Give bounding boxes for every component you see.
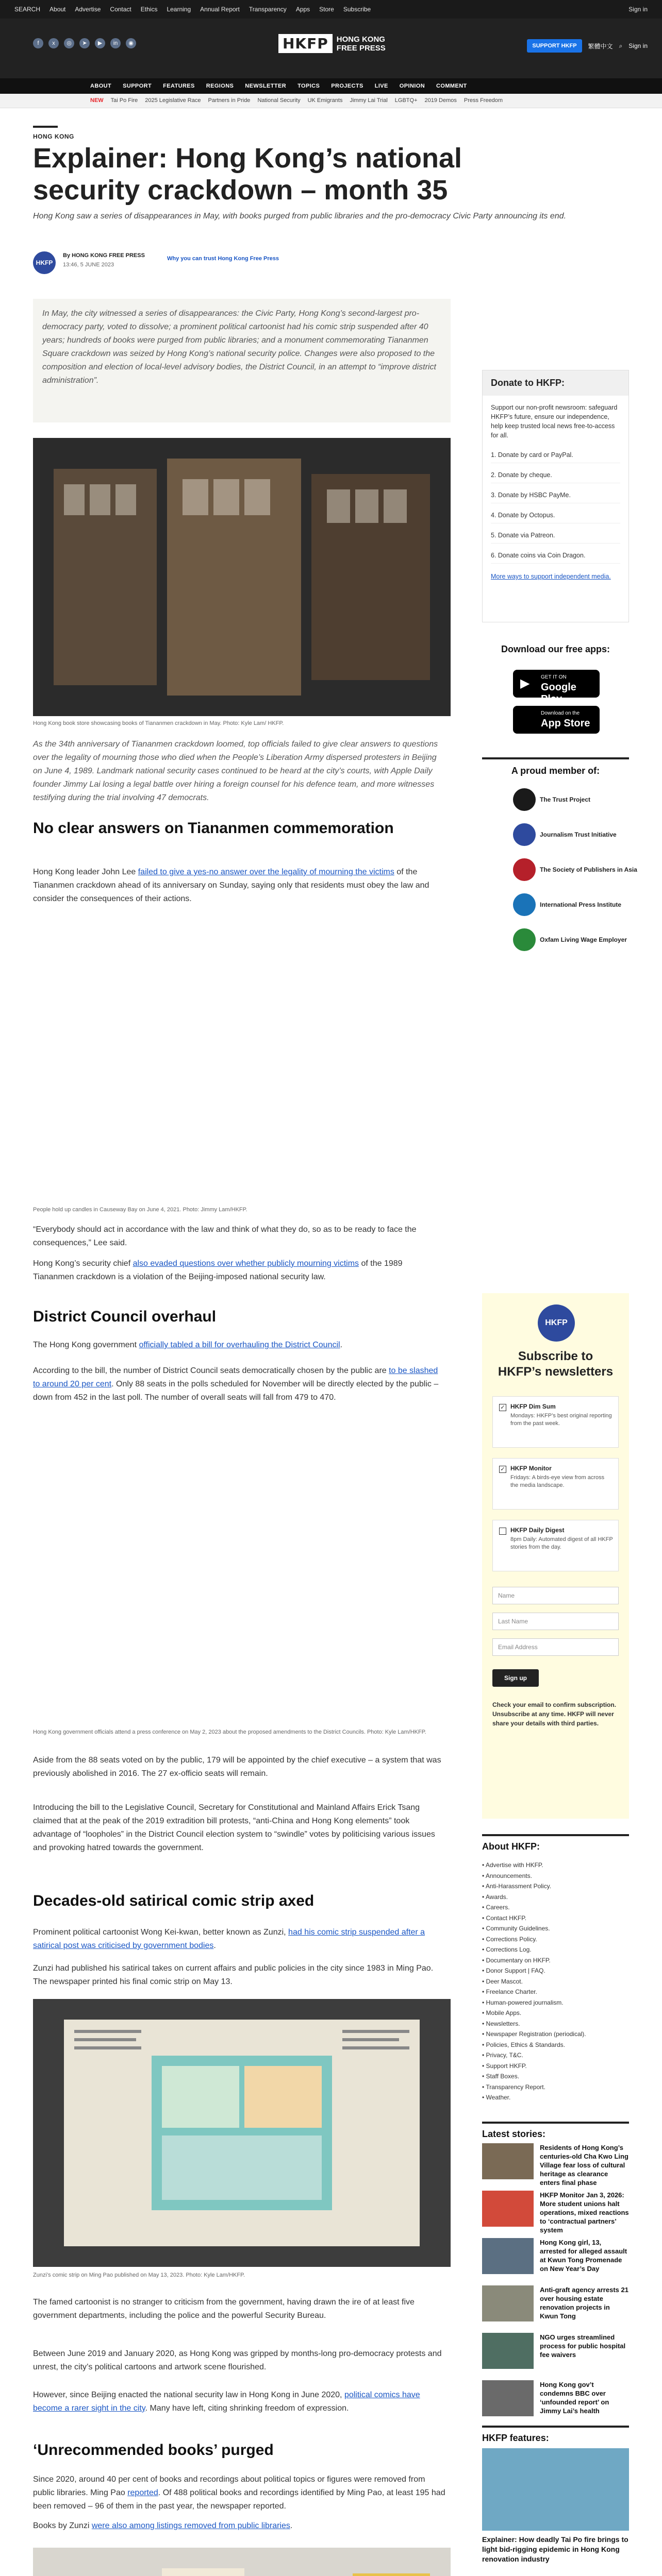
newsletter-title: Subscribe to HKFP’s newsletters: [498, 1349, 614, 1379]
feature-story-title[interactable]: Explainer: How deadly Tai Po fire brings to light bid-rigging epidemic in Hong Kong renovation industry: [482, 2535, 628, 2563]
kicker-rule: [33, 126, 58, 128]
about-link[interactable]: • Human-powered journalism.: [482, 1998, 564, 2006]
article-title: Explainer: Hong Kong’s national security crackdown – month 35: [33, 143, 462, 206]
paragraph-7: Aside from the 88 seats voted on by the public, 179 will be appointed by the chief executive – a system that was previously abolished in 2016. The 27 ex-officio seats will remain.: [33, 1756, 441, 1778]
about-link[interactable]: • Deer Mascot.: [482, 1977, 523, 1985]
nav-item-support[interactable]: SUPPORT: [123, 83, 152, 89]
donate-more-link[interactable]: More ways to support independent media.: [491, 573, 611, 580]
latest-story[interactable]: [482, 2143, 629, 2191]
about-link[interactable]: • Community Guidelines.: [482, 1925, 550, 1932]
about-title: About HKFP:: [482, 1841, 540, 1852]
link-ming-pao-report[interactable]: reported: [127, 2488, 158, 2497]
features-section: [482, 2426, 629, 2444]
digest-checkbox[interactable]: [499, 1528, 506, 1535]
donate-option[interactable]: 1. Donate by card or PayPal.: [491, 447, 620, 463]
photo-comic-strip: [33, 1999, 451, 2267]
photo-books: [33, 2548, 451, 2576]
facebook-icon[interactable]: f: [33, 38, 43, 48]
caption-3: Hong Kong government officials attend a press conference on May 2, 2023 about the proposed amendments to the District Councils. Photo: Kyle Lam/HKFP.: [33, 1729, 426, 1735]
member-logo-name: The Trust Project: [540, 795, 591, 803]
donate-text: Support our non-profit newsroom: safeguard HKFP’s future, ensure our independence, help keep trusted local news free-to-access for all.: [491, 404, 618, 439]
top-link-about[interactable]: About: [49, 6, 66, 13]
top-link-contact[interactable]: Contact: [110, 6, 131, 13]
newsletter-option-monitor[interactable]: ✓ HKFP Monitor Fridays: A birds-eye view from across the media landscape.: [492, 1458, 619, 1510]
donate-option[interactable]: 5. Donate via Patreon.: [491, 528, 620, 544]
latest-story-title[interactable]: Anti-graft agency arrests 21 over housing estate renovation projects in Kwun Tong: [540, 2286, 628, 2320]
trending-item[interactable]: National Security: [257, 97, 301, 104]
about-link[interactable]: • Announcements.: [482, 1872, 532, 1879]
about-link[interactable]: • Awards.: [482, 1893, 508, 1901]
caption-2: People hold up candles in Causeway Bay on June 4, 2021. Photo: Jimmy Lam/HKFP.: [33, 1207, 247, 1213]
link-bill[interactable]: officially tabled a bill for overhauling the District Council: [139, 1341, 340, 1349]
donate-option[interactable]: 2. Donate by cheque.: [491, 467, 620, 483]
top-links: [14, 6, 371, 13]
member-logo[interactable]: [513, 788, 590, 811]
about-link[interactable]: • Newspaper Registration (periodical).: [482, 2030, 586, 2038]
nav-item-features[interactable]: FEATURES: [163, 83, 195, 89]
trending-item[interactable]: Press Freedom: [464, 97, 503, 104]
heading-district-council: District Council overhaul: [33, 1308, 217, 1325]
byline: [33, 248, 476, 277]
member-logo[interactable]: [513, 823, 617, 846]
about-link[interactable]: • Donor Support | FAQ.: [482, 1967, 545, 1974]
trending-item[interactable]: Partners in Pride: [208, 97, 251, 104]
heading-comic-strip: Decades-old satirical comic strip axed: [33, 1892, 315, 1909]
latest-story[interactable]: [482, 2285, 629, 2333]
nav-item-about[interactable]: ABOUT: [90, 83, 112, 89]
about-link[interactable]: • Staff Boxes.: [482, 2073, 520, 2080]
feature-story[interactable]: [482, 2448, 629, 2564]
x-twitter-icon[interactable]: x: [48, 38, 59, 48]
social-icons: [33, 38, 136, 48]
main-nav-items: [90, 83, 467, 89]
latest-story-title[interactable]: HKFP Monitor Jan 3, 2026: More student unions halt operations, mixed reactions to ‘contractual partners’ system: [540, 2191, 629, 2234]
linkedin-icon[interactable]: in: [110, 38, 121, 48]
newsletter-box: [482, 1293, 629, 1819]
paragraph-10: Zunzi had published his satirical takes on current affairs and public policies in the city since 1983 in Ming Pao. The newspaper printed his final comic strip on May 13.: [33, 1964, 434, 1986]
top-link-store[interactable]: Store: [319, 6, 334, 13]
member-logo-mark: [513, 823, 536, 846]
about-link[interactable]: • Advertise with HKFP.: [482, 1861, 543, 1869]
top-link-learning[interactable]: Learning: [167, 6, 191, 13]
monitor-checkbox[interactable]: ✓: [499, 1466, 506, 1473]
article-intro: In May, the city witnessed a series of disappearances: the Civic Party, Hong Kong’s second-largest pro-democracy party, voted to dissolve; a prominent political cartoonist had his comic strip suspended after 40 years; hundreds of books were purged from public libraries; and a monument commemorating Tiananmen Square crackdown was seized by Hong Kong’s national security police. Changes were also proposed to the composition and election of local-level advisory bodies, the District Council, in an attempt to “improve district administration”.: [33, 299, 451, 422]
top-link-transparency[interactable]: Transparency: [249, 6, 287, 13]
link-lee-answer[interactable]: failed to give a yes-no answer over the legality of mourning the victims: [138, 868, 394, 876]
latest-story-thumbnail: [482, 2191, 534, 2227]
trending-item[interactable]: Jimmy Lai Trial: [350, 97, 388, 104]
latest-title: Latest stories:: [482, 2129, 546, 2139]
about-link[interactable]: • Careers.: [482, 1904, 510, 1911]
dimsum-checkbox[interactable]: ✓: [499, 1404, 506, 1411]
caption-4: Zunzi’s comic strip on Ming Pao published on May 13, 2023. Photo: Kyle Lam/HKFP.: [33, 2272, 245, 2278]
nav-item-topics[interactable]: TOPICS: [297, 83, 320, 89]
paragraph-5: The Hong Kong government officially tabled a bill for overhauling the District Council.: [33, 1341, 343, 1349]
trending-item[interactable]: 2025 Legislative Race: [145, 97, 201, 104]
donate-box: [482, 370, 629, 622]
paragraph-13: However, since Beijing enacted the national security law in Hong Kong in June 2020, political comics have become a rarer sight in the city. Many have left, citing shrinking freedom of expression.: [33, 2391, 420, 2413]
nav-item-comment[interactable]: COMMENT: [436, 83, 467, 89]
app-store-button[interactable]: Download on the App Store: [513, 706, 600, 734]
youtube-icon[interactable]: ▶: [95, 38, 105, 48]
nav-item-live[interactable]: LIVE: [374, 83, 388, 89]
email-field[interactable]: Email Address: [492, 1638, 619, 1656]
latest-story-thumbnail: [482, 2238, 534, 2274]
paragraph-6: According to the bill, the number of District Council seats democratically chosen by the public are to be slashed to around 20 per cent. Only 88 seats in the polls scheduled for November will be directly elected by the public – down from 452 in the last poll. The number of overall seats will fall from 479 to 470.: [33, 1366, 439, 1402]
paragraph-4: Hong Kong’s security chief also evaded questions over whether publicly mourning victims of the 1989 Tiananmen crackdown is a violation of the Beijing-imposed national security law.: [33, 1259, 403, 1281]
trending-nav-items: [90, 97, 503, 104]
google-play-icon: ▶: [520, 676, 530, 690]
about-links: [482, 1860, 629, 2103]
top-link-annual-report[interactable]: Annual Report: [200, 6, 240, 13]
publish-date: 13:46, 5 JUNE 2023: [63, 262, 114, 268]
newsletter-note: Check your email to confirm subscription. Unsubscribe at any time. HKFP will never share your details with third parties.: [492, 1701, 617, 1727]
member-logo-name: The Society of Publishers in Asia: [540, 866, 637, 873]
donate-option[interactable]: 6. Donate coins via Coin Dragon.: [491, 548, 620, 564]
paragraph-3: “Everybody should act in accordance with the law and think of what they do, so as to be ready to face the consequences,” Lee said.: [33, 1225, 417, 1247]
about-link[interactable]: • Mobile Apps.: [482, 2009, 522, 2016]
nav-item-regions[interactable]: REGIONS: [206, 83, 234, 89]
donate-options: [483, 447, 628, 564]
top-link-apps[interactable]: Apps: [295, 6, 310, 13]
donate-title: Donate to HKFP:: [483, 370, 628, 396]
latest-story-title[interactable]: Hong Kong girl, 13, arrested for alleged assault at Kwun Tong Promenade on New Year’s Day: [540, 2239, 627, 2273]
caption-1: Hong Kong book store showcasing books of Tiananmen crackdown in May. Photo: Kyle Lam/ HKFP.: [33, 720, 284, 726]
top-link-search[interactable]: SEARCH: [14, 6, 41, 13]
member-logo-name: International Press Institute: [540, 901, 622, 908]
photo-bookstore: [33, 438, 451, 716]
latest-section: [482, 2122, 629, 2140]
language-link[interactable]: 繁體中文: [588, 42, 613, 50]
member-logo[interactable]: [513, 893, 621, 916]
support-hkfp-button[interactable]: SUPPORT HKFP: [527, 39, 582, 53]
newsletter-badge: HKFP: [538, 1304, 575, 1342]
paragraph-11: The famed cartoonist is no stranger to criticism from the government, having drawn the ire of at least five government departments, including the police and the powerful Security Bureau.: [33, 2298, 415, 2320]
paragraph-9: Prominent political cartoonist Wong Kei-kwan, better known as Zunzi, had his comic strip suspended after a satirical post was criticised by government bodies.: [33, 1928, 425, 1950]
about-link[interactable]: • Contact HKFP.: [482, 1914, 527, 1922]
donate-option[interactable]: 3. Donate by HSBC PayMe.: [491, 487, 620, 503]
newsletter-option-dimsum[interactable]: ✓ HKFP Dim Sum Mondays: HKFP’s best original reporting from the past week.: [492, 1396, 619, 1448]
rss-icon[interactable]: ◉: [126, 38, 136, 48]
comic-strip-photo: [33, 1999, 451, 2267]
link-zunzi-books[interactable]: were also among listings removed from public libraries: [91, 2521, 290, 2530]
about-link[interactable]: • Freelance Charter.: [482, 1988, 537, 1995]
latest-story[interactable]: [482, 2238, 629, 2285]
about-link[interactable]: • Privacy, T&C.: [482, 2052, 523, 2059]
member-logo-name: Oxfam Living Wage Employer: [540, 936, 627, 943]
latest-story-title[interactable]: Residents of Hong Kong’s centuries-old Cha Kwo Ling Village fear loss of cultural heritage as clearance enters final phase: [540, 2144, 628, 2187]
books-photo: [33, 2548, 451, 2576]
top-right-links: [628, 6, 648, 13]
author-avatar: HKFP: [33, 251, 56, 274]
trending-nav: [0, 94, 662, 108]
photo-candles: [33, 927, 451, 1195]
latest-story-title[interactable]: Hong Kong gov’t condemns BBC over ‘unfounded report’ on Jimmy Lai’s health: [540, 2381, 609, 2415]
photo-press-conference: [33, 1453, 451, 1721]
member-logo-name: Journalism Trust Initiative: [540, 831, 617, 838]
newsletter-option-digest[interactable]: HKFP Daily Digest 8pm Daily: Automated digest of all HKFP stories from the day.: [492, 1520, 619, 1571]
candles-photo: [33, 927, 451, 1195]
new-label: NEW: [90, 97, 104, 104]
latest-story-thumbnail: [482, 2333, 534, 2369]
paragraph-12: Between June 2019 and January 2020, as Hong Kong was gripped by months-long pro-democracy protests and unrest, the city’s political cartoons and artwork scene flourished.: [33, 2349, 442, 2371]
instagram-icon[interactable]: ◎: [64, 38, 74, 48]
member-title: A proud member of:: [511, 766, 600, 776]
paragraph-8: Introducing the bill to the Legislative Council, Secretary for Constitutional and Mainland Affairs Erick Tsang claimed that at the peak of the 2019 extradition bill protests, “anti-China and Hong Kong elements” took advantage of “loopholes” in the District Council election system to “swindle” votes by politicising various issues and provoking hatred towards the government.: [33, 1803, 435, 1852]
trending-item[interactable]: Tai Po Fire: [110, 97, 138, 104]
donate-option[interactable]: 4. Donate by Octopus.: [491, 507, 620, 523]
logo-badge: HKFP: [278, 34, 333, 53]
about-section: [482, 1834, 629, 1852]
site-logo[interactable]: [278, 34, 393, 53]
last-name-field[interactable]: Last Name: [492, 1613, 619, 1630]
top-link-advertise[interactable]: Advertise: [75, 6, 101, 13]
nav-item-projects[interactable]: PROJECTS: [331, 83, 363, 89]
member-logo-mark: [513, 788, 536, 811]
telegram-icon[interactable]: ➤: [79, 38, 90, 48]
trending-item[interactable]: LGBTQ+: [394, 97, 418, 104]
latest-story-thumbnail: [482, 2380, 534, 2416]
about-link[interactable]: • Documentary on HKFP.: [482, 1956, 551, 1964]
member-logo[interactable]: [513, 858, 637, 881]
article-dek: Hong Kong saw a series of disappearances in May, with books purged from public libraries and the pro-democracy Civic Party announcing its end.: [33, 212, 567, 221]
about-link[interactable]: • Weather.: [482, 2094, 511, 2101]
latest-story[interactable]: [482, 2191, 629, 2238]
top-utility-bar: [0, 0, 662, 19]
main-nav: [0, 78, 662, 94]
about-link[interactable]: • Corrections Log.: [482, 1946, 532, 1953]
about-link[interactable]: • Corrections Policy.: [482, 1935, 537, 1943]
logo-name: HONG KONG FREE PRESS: [336, 35, 386, 53]
features-title: HKFP features:: [482, 2433, 549, 2443]
trending-item[interactable]: 2019 Demos: [424, 97, 457, 104]
name-field[interactable]: Name: [492, 1587, 619, 1604]
nav-item-opinion[interactable]: OPINION: [399, 83, 425, 89]
trust-link[interactable]: Why you can trust Hong Kong Free Press: [167, 256, 279, 262]
google-play-button[interactable]: ▶ GET IT ON Google Play: [513, 670, 600, 698]
latest-story-title[interactable]: NGO urges streamlined process for public hospital fee waivers: [540, 2333, 626, 2359]
sign-in-link[interactable]: Sign in: [628, 6, 648, 13]
link-slashed[interactable]: to be slashed to around 20 per cent: [33, 1366, 438, 1388]
top-link-ethics[interactable]: Ethics: [140, 6, 158, 13]
press-conference-photo: [33, 1453, 451, 1721]
feature-story-image: [482, 2448, 629, 2531]
member-logo-mark: [513, 858, 536, 881]
about-link[interactable]: • Anti-Harassment Policy.: [482, 1883, 552, 1890]
about-link[interactable]: • Support HKFP.: [482, 2062, 527, 2070]
site-header: [0, 19, 662, 78]
header-actions: [527, 39, 648, 53]
heading-books-purged: ‘Unrecommended books’ purged: [33, 2442, 274, 2459]
article-kicker[interactable]: HONG KONG: [33, 133, 74, 140]
paragraph-1: As the 34th anniversary of Tiananmen crackdown loomed, top officials failed to give clear answers to questions over the legality of mourning those who died when the People’s Liberation Army dispersed protesters in Beijing on June 4, 1989. Landmark national security cases continued to be heard at the city’s courts, with Apple Daily founder Jimmy Lai losing a legal battle over hiring a foreign counsel for his defence team, and more witnesses testifying during the trial involving 47 democrats.: [33, 740, 438, 802]
latest-story[interactable]: [482, 2333, 629, 2380]
trending-item[interactable]: UK Emigrants: [307, 97, 343, 104]
latest-story-thumbnail: [482, 2143, 534, 2179]
author-name[interactable]: By HONG KONG FREE PRESS: [63, 252, 145, 259]
apps-title: Download our free apps:: [501, 644, 610, 654]
member-logo-mark: [513, 928, 536, 951]
link-security-chief[interactable]: also evaded questions over whether publicly mourning victims: [133, 1259, 359, 1268]
about-link[interactable]: • Policies, Ethics & Standards.: [482, 2041, 565, 2048]
nav-item-newsletter[interactable]: NEWSLETTER: [245, 83, 287, 89]
apps-section: [482, 644, 629, 655]
top-link-subscribe[interactable]: Subscribe: [343, 6, 371, 13]
latest-story[interactable]: [482, 2380, 629, 2428]
about-link[interactable]: • Newsletters.: [482, 2020, 520, 2027]
paragraph-15: Books by Zunzi were also among listings removed from public libraries.: [33, 2521, 293, 2530]
member-logo-mark: [513, 893, 536, 916]
latest-story-thumbnail: [482, 2285, 534, 2321]
heading-tiananmen: No clear answers on Tiananmen commemoration: [33, 820, 394, 837]
paragraph-2: Hong Kong leader John Lee failed to give a yes-no answer over the legality of mourning the victims of the Tiananmen crackdown ahead of its anniversary on Sunday, saying only that residents must obey the law and consider the consequences of their actions.: [33, 868, 429, 903]
link-zunzi-suspended[interactable]: had his comic strip suspended after a satirical post was criticised by government bodies: [33, 1928, 425, 1950]
bookstore-photo: [33, 438, 451, 716]
search-icon[interactable]: ⌕: [619, 42, 623, 49]
paragraph-14: Since 2020, around 40 per cent of books and recordings about political topics or figures were removed from public libraries. Ming Pao reported. Of 488 political books and recordings identified by Ming Pao, at least 195 had been removed – 96 of them in the past year, the newspaper reported.: [33, 2475, 445, 2511]
header-sign-in-link[interactable]: Sign in: [628, 42, 648, 49]
about-link[interactable]: • Transparency Report.: [482, 2083, 545, 2091]
sign-up-button[interactable]: Sign up: [492, 1669, 539, 1687]
member-logo[interactable]: [513, 928, 627, 951]
member-section: [482, 757, 629, 776]
link-political-comics[interactable]: political comics have become a rarer sight in the city: [33, 2391, 420, 2413]
